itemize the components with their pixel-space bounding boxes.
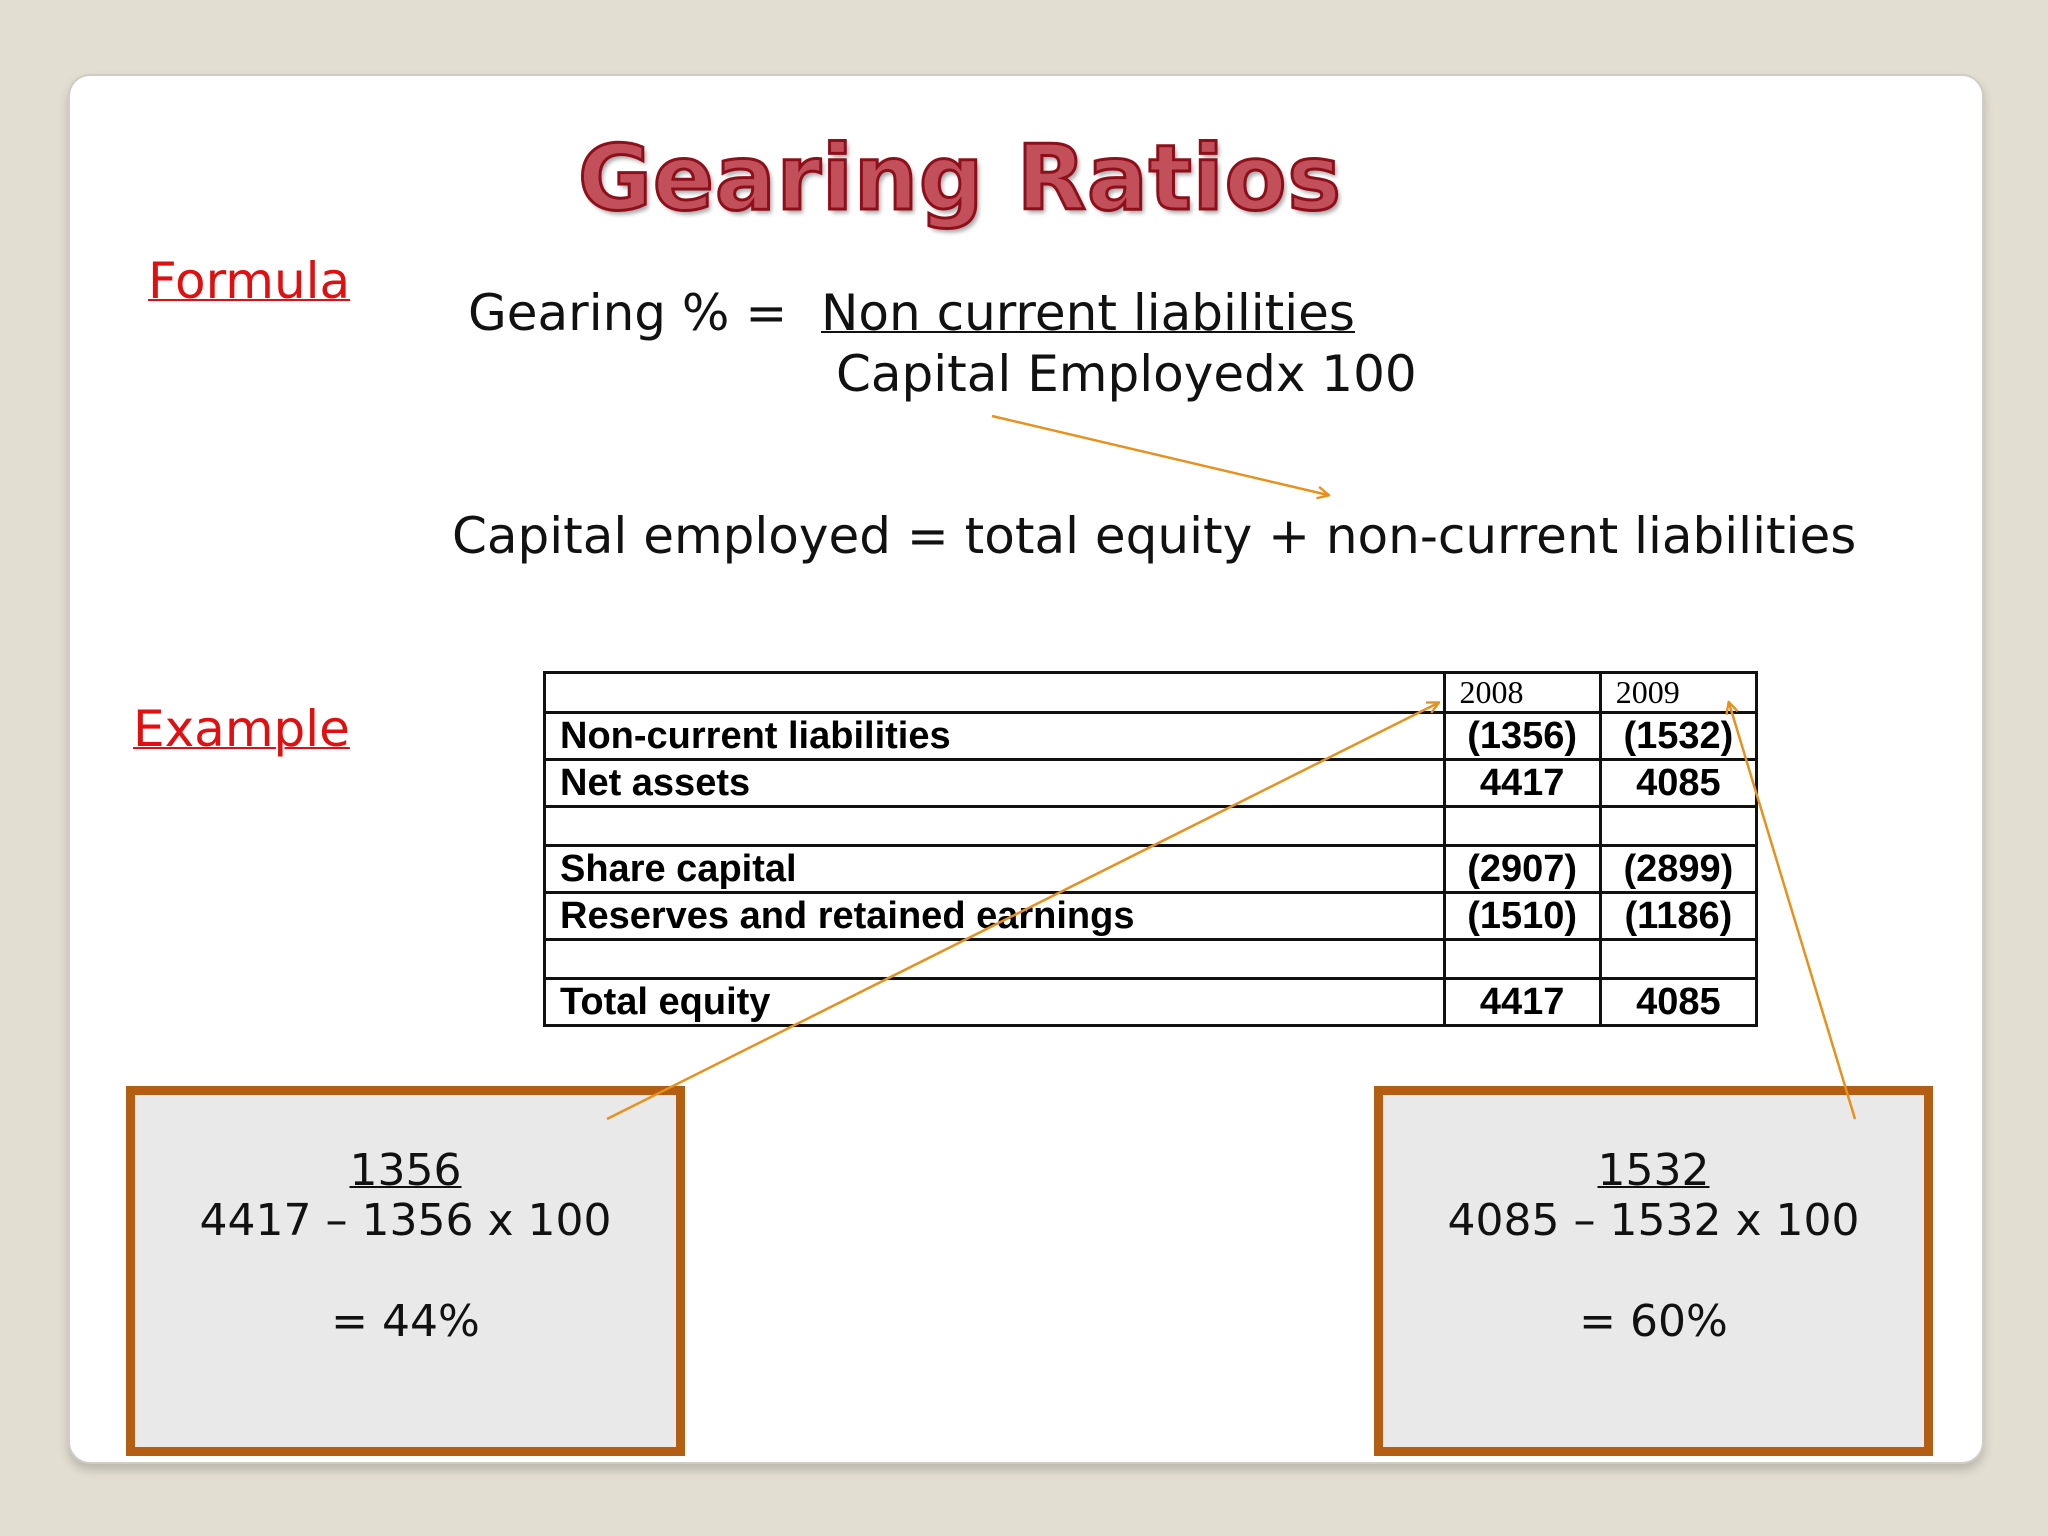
row-label: Reserves and retained earnings [545,893,1445,940]
calc-2009-result: = 60% [1579,1296,1728,1347]
value-2009: 4085 [1600,760,1756,807]
value-2009: (1186) [1600,893,1756,940]
slide-title: Gearing Ratios [577,126,1342,231]
formula-label: Formula [148,252,351,310]
arrow-2008 [607,703,1438,1119]
calc-2008-result: = 44% [331,1296,480,1347]
value-2008: 4417 [1444,979,1600,1026]
formula-denominator: Capital Employedx 100 [836,345,1417,403]
value-2009: (2899) [1600,846,1756,893]
formula-numerator: Non current liabilities [821,284,1355,342]
value-2008: (1356) [1444,713,1600,760]
value-2009: (1532) [1600,713,1756,760]
year-2009-header: 2009 [1600,673,1756,713]
arrow-2009 [1729,703,1855,1119]
formula-lhs: Gearing % = [468,284,788,342]
value-2008: 4417 [1444,760,1600,807]
row-label: Net assets [545,760,1445,807]
year-2008-header: 2008 [1444,673,1600,713]
row-label: Share capital [545,846,1445,893]
row-label: Total equity [545,979,1445,1026]
calc-2008-expression: 4417 – 1356 x 100 [199,1195,612,1246]
calc-2008-numerator: 1356 [349,1145,462,1196]
arrow-capital-employed [992,416,1328,495]
value-2008: (1510) [1444,893,1600,940]
value-2009: 4085 [1600,979,1756,1026]
row-label: Non-current liabilities [545,713,1445,760]
value-2008: (2907) [1444,846,1600,893]
calc-2009-expression: 4085 – 1532 x 100 [1447,1195,1860,1246]
calc-2009-numerator: 1532 [1597,1145,1710,1196]
capital-employed-definition: Capital employed = total equity + non-current liabilities [452,507,1857,565]
example-label: Example [133,700,350,758]
